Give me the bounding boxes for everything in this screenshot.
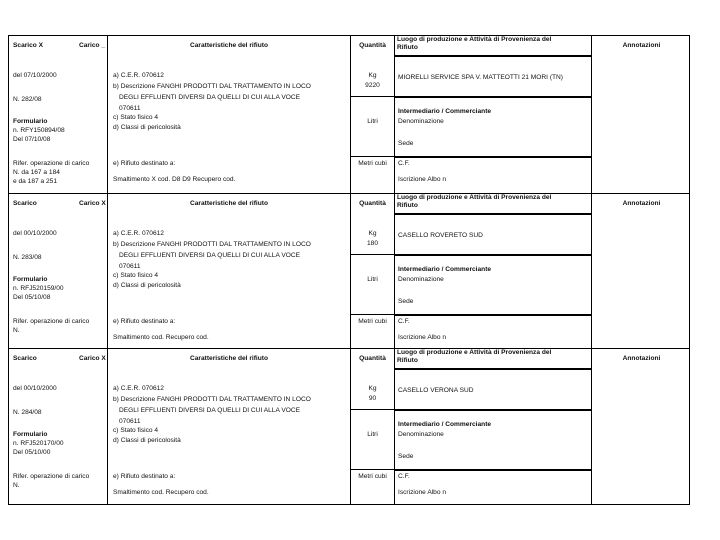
section-3-desc-3: 070611 xyxy=(119,418,141,425)
section-1-scarico: Scarico X xyxy=(13,42,44,49)
section-3-stato: c) Stato fisico 4 xyxy=(113,427,159,434)
section-2-rif-2: N. xyxy=(13,327,20,334)
section-3-desc-1: b) Descrizione FANGHI PRODOTTI DAL TRATTAMENTO IN LOCO xyxy=(113,396,311,403)
section-1-sede: Sede xyxy=(398,140,414,147)
section-2-rif-1: Rifer. operazione di carico xyxy=(13,318,90,325)
section-3-luogo-val: CASELLO VERONA SUD xyxy=(398,387,474,394)
section-1-denom: Denominazione xyxy=(398,118,444,125)
section-1-rif-2: N. da 167 a 184 xyxy=(13,169,60,176)
section-3-scarico: Scarico xyxy=(13,355,37,362)
section-2-cf: C.F. xyxy=(398,318,410,325)
column-divider xyxy=(591,36,592,504)
section-2-formulario: Formulario xyxy=(13,276,48,283)
section-2-unit-metri: Metri cubi xyxy=(358,318,387,325)
section-1-carico: Carico _ xyxy=(79,42,106,49)
cell-rule xyxy=(394,156,591,158)
section-1-desc-3: 070611 xyxy=(119,105,141,112)
section-2-desc-1: b) Descrizione FANGHI PRODOTTI DAL TRATTAMENTO IN LOCO xyxy=(113,241,311,248)
waste-register-sheet xyxy=(8,35,690,505)
cell-rule xyxy=(351,314,394,315)
section-2-destinato: e) Rifiuto destinato a: xyxy=(113,318,176,325)
section-1-qty: 9220 xyxy=(365,82,380,89)
section-1-unit-litri: Litri xyxy=(367,118,378,125)
section-1-unit-kg: Kg xyxy=(368,72,377,79)
section-1-form-n: n. RFY150894/08 xyxy=(13,127,65,134)
section-3-cf: C.F. xyxy=(398,473,410,480)
section-2-inter: Intermediario / Commerciante xyxy=(398,266,492,273)
column-divider xyxy=(107,36,108,504)
section-3-unit-litri: Litri xyxy=(367,431,378,438)
section-3-form-del: Del 05/10/00 xyxy=(13,449,51,456)
section-3-header-qty: Quantità xyxy=(359,355,386,362)
section-3-number: N. 284/08 xyxy=(13,409,42,416)
section-3-unit-kg: Kg xyxy=(368,385,377,392)
section-2-header-annot: Annotazioni xyxy=(622,200,661,207)
section-3-inter: Intermediario / Commerciante xyxy=(398,421,492,428)
section-1-form-del: Del 07/10/08 xyxy=(13,136,51,143)
section-1-inter: Intermediario / Commerciante xyxy=(398,108,492,115)
section-2-scarico: Scarico xyxy=(13,200,37,207)
section-3-qty: 90 xyxy=(368,395,377,402)
section-2-desc-3: 070611 xyxy=(119,263,141,270)
section-2-iscr: Iscrizione Albo n xyxy=(398,334,447,341)
section-1-unit-metri: Metri cubi xyxy=(358,160,387,167)
section-2-desc-2: DEGLI EFFLUENTI DIVERSI DA QUELLI DI CUI ALLA VOCE xyxy=(119,252,301,259)
section-3-header-luogo-2: Rifiuto xyxy=(397,357,418,364)
section-2-unit-kg: Kg xyxy=(368,230,377,237)
section-3-formulario: Formulario xyxy=(13,431,48,438)
section-divider xyxy=(9,193,689,194)
section-1-header-qty: Quantità xyxy=(359,42,386,49)
section-1-stato: c) Stato fisico 4 xyxy=(113,114,159,121)
section-3-cer: a) C.E.R. 070612 xyxy=(113,385,164,392)
section-divider xyxy=(9,348,689,349)
section-1-desc-2: DEGLI EFFLUENTI DIVERSI DA QUELLI DI CUI ALLA VOCE xyxy=(119,94,301,101)
section-2-luogo-val: CASELLO ROVERETO SUD xyxy=(398,232,483,239)
section-1-number: N. 282/08 xyxy=(13,96,42,103)
section-1-header-annot: Annotazioni xyxy=(622,42,661,49)
section-2-number: N. 283/08 xyxy=(13,254,42,261)
cell-rule xyxy=(394,368,591,370)
section-2-unit-litri: Litri xyxy=(367,276,378,283)
section-3-header-annot: Annotazioni xyxy=(622,355,661,362)
section-2-smalt: Smaltimento cod. Recupero cod. xyxy=(113,334,209,341)
section-2-form-del: Del 05/10/08 xyxy=(13,294,51,301)
section-3-header-chars: Caratteristiche del rifiuto xyxy=(189,355,269,362)
section-1-header-luogo-2: Rifiuto xyxy=(397,44,418,51)
section-2-header-luogo-1: Luogo di produzione e Attività di Provenienza del xyxy=(397,194,552,201)
section-2-denom: Denominazione xyxy=(398,276,444,283)
cell-rule xyxy=(351,254,394,255)
section-3-desc-2: DEGLI EFFLUENTI DIVERSI DA QUELLI DI CUI ALLA VOCE xyxy=(119,407,301,414)
section-2-qty: 180 xyxy=(366,240,378,247)
section-1-desc-1: b) Descrizione FANGHI PRODOTTI DAL TRATTAMENTO IN LOCO xyxy=(113,83,311,90)
section-2-header-luogo-2: Rifiuto xyxy=(397,202,418,209)
section-3-date: del 00/10/2000 xyxy=(13,385,57,392)
section-3-header-luogo-1: Luogo di produzione e Attività di Provenienza del xyxy=(397,349,552,356)
section-2-classi: d) Classi di pericolosità xyxy=(113,282,181,289)
cell-rule xyxy=(394,314,591,316)
section-3-rif-1: Rifer. operazione di carico xyxy=(13,473,90,480)
section-1-date: del 07/10/2000 xyxy=(13,72,57,79)
cell-rule xyxy=(394,213,591,215)
section-1-smalt: Smaltimento X cod. D8 D9 Recupero cod. xyxy=(113,176,236,183)
section-3-carico: Carico X xyxy=(79,355,106,362)
section-1-rif-1: Rifer. operazione di carico xyxy=(13,160,90,167)
section-3-rif-2: N. xyxy=(13,482,20,489)
section-2-sede: Sede xyxy=(398,298,414,305)
section-2-header-qty: Quantità xyxy=(359,200,386,207)
cell-rule xyxy=(394,409,591,411)
section-3-smalt: Smaltimento cod. Recupero cod. xyxy=(113,489,209,496)
section-1-cf: C.F. xyxy=(398,160,410,167)
section-1-formulario: Formulario xyxy=(13,118,48,125)
section-3-iscr: Iscrizione Albo n xyxy=(398,489,447,496)
cell-rule xyxy=(351,409,394,410)
section-2-carico: Carico X xyxy=(79,200,106,207)
section-2-header-chars: Caratteristiche del rifiuto xyxy=(189,200,269,207)
section-1-header-chars: Caratteristiche del rifiuto xyxy=(189,42,269,49)
section-1-iscr: Iscrizione Albo n xyxy=(398,176,447,183)
section-3-sede: Sede xyxy=(398,453,414,460)
section-3-denom: Denominazione xyxy=(398,431,444,438)
cell-rule xyxy=(394,469,591,471)
section-2-stato: c) Stato fisico 4 xyxy=(113,272,159,279)
section-1-header-luogo-1: Luogo di produzione e Attività di Provenienza del xyxy=(397,36,552,43)
cell-rule xyxy=(351,96,394,97)
section-3-destinato: e) Rifiuto destinato a: xyxy=(113,473,176,480)
section-1-classi: d) Classi di pericolosità xyxy=(113,124,181,131)
section-1-luogo-val: MIORELLI SERVICE SPA V. MATTEOTTI 21 MORI (TN) xyxy=(398,74,563,81)
cell-rule xyxy=(394,254,591,256)
cell-rule xyxy=(351,469,394,470)
section-2-cer: a) C.E.R. 070612 xyxy=(113,230,164,237)
section-3-unit-metri: Metri cubi xyxy=(358,473,387,480)
section-2-date: del 00/10/2000 xyxy=(13,230,57,237)
section-3-classi: d) Classi di pericolosità xyxy=(113,437,181,444)
section-3-form-n: n. RFJ520170/00 xyxy=(13,440,64,447)
section-1-destinato: e) Rifiuto destinato a: xyxy=(113,160,176,167)
section-2-form-n: n. RFJ520159/00 xyxy=(13,285,64,292)
section-1-rif-3: e da 187 a 251 xyxy=(13,178,57,185)
cell-rule xyxy=(394,55,591,57)
section-1-cer: a) C.E.R. 070612 xyxy=(113,72,164,79)
cell-rule xyxy=(351,156,394,157)
cell-rule xyxy=(394,96,591,98)
column-divider xyxy=(394,36,395,504)
